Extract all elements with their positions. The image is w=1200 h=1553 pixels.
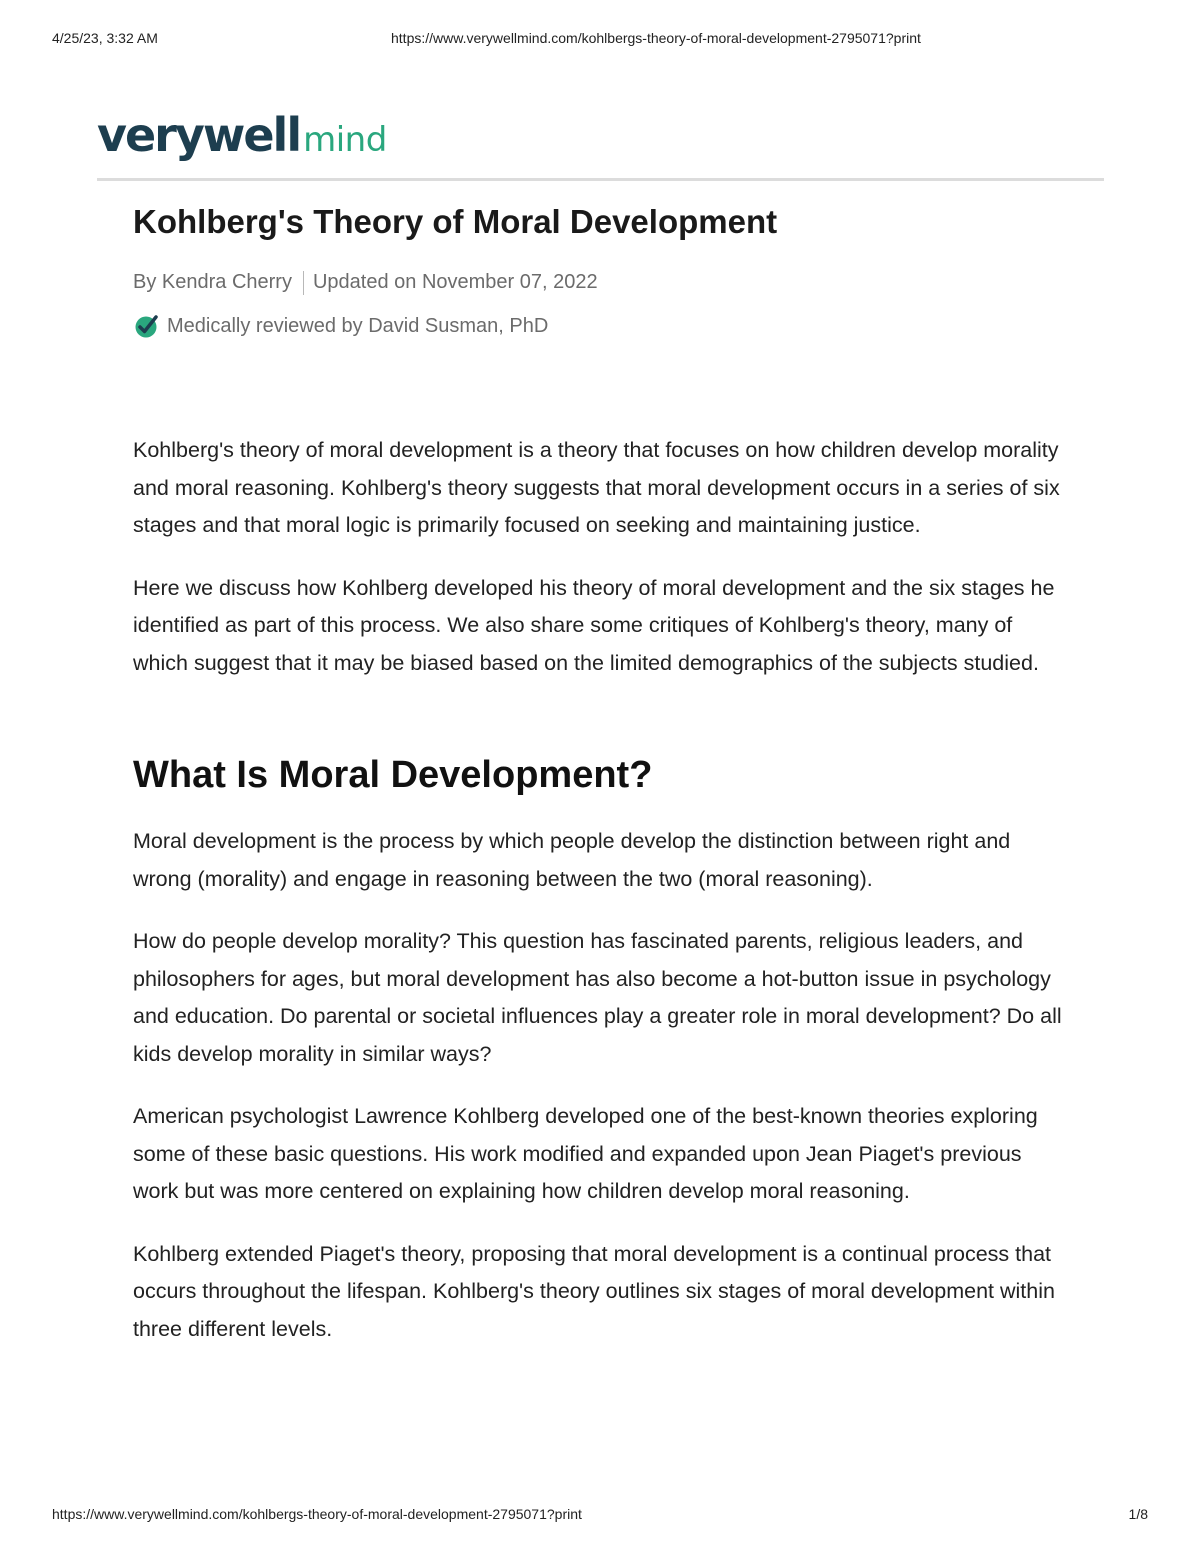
updated-date: Updated on November 07, 2022: [312, 271, 598, 293]
body-paragraph: How do people develop morality? This question has fascinated parents, religious leaders, and philosophers for ages, but moral development has also become a hot-button issue in psychology and education. Do parental or societal influences play a greater role in moral development? Do all kids develop morality in similar ways?: [133, 929, 1062, 1066]
print-header: [52, 30, 1148, 50]
site-logo[interactable]: [97, 108, 387, 168]
print-url: https://www.verywellmind.com/kohlbergs-theory-of-moral-development-2795071?print: [391, 30, 921, 46]
logo-divider: [97, 178, 1104, 181]
print-date: 4/25/23, 3:32 AM: [52, 30, 158, 46]
article-title: Kohlberg's Theory of Moral Development: [133, 203, 778, 240]
footer-url: https://www.verywellmind.com/kohlbergs-theory-of-moral-development-2795071?print: [52, 1506, 582, 1522]
body-paragraph: Moral development is the process by which people develop the distinction between right and wrong (morality) and engage in reasoning between the two (moral reasoning).: [133, 829, 1011, 891]
print-footer: [52, 1506, 1148, 1526]
section-heading: What Is Moral Development?: [133, 754, 653, 796]
intro-paragraph: Kohlberg's theory of moral development is a theory that focuses on how children develop morality and moral reasoning. Kohlberg's theory suggests that moral development occurs in a series of six stages and that moral logic is primarily focused on seeking and maintaining justice.: [133, 438, 1060, 537]
logo-wordmark-main: verywell: [97, 108, 301, 162]
author-link[interactable]: By Kendra Cherry: [133, 271, 292, 293]
intro-paragraph: Here we discuss how Kohlberg developed his theory of moral development and the six stages he identified as part of this process. We also share some critiques of Kohlberg's theory, many of which suggest that it may be biased based on the limited demographics of the subjects studied.: [133, 575, 1055, 675]
body-paragraph: Kohlberg extended Piaget's theory, proposing that moral development is a continual process that occurs throughout the lifespan. Kohlberg's theory outlines six stages of moral development within three different levels.: [133, 1241, 1055, 1341]
byline: [133, 268, 1068, 296]
article-body: [133, 432, 1068, 1348]
checkmark-icon: [133, 313, 159, 339]
body-paragraph: American psychologist Lawrence Kohlberg developed one of the best-known theories exploring some of these basic questions. His work modified and expanded upon Jean Piaget's previous work but was more centered on explaining how children develop moral reasoning.: [133, 1104, 1038, 1203]
article: [133, 200, 1068, 1373]
logo-wordmark-sub: mind: [303, 120, 387, 160]
page-number: 1/8: [1128, 1506, 1148, 1522]
reviewed-by[interactable]: Medically reviewed by David Susman, PhD: [167, 315, 549, 337]
byline-separator: [303, 271, 304, 295]
medical-review: [133, 312, 1068, 340]
